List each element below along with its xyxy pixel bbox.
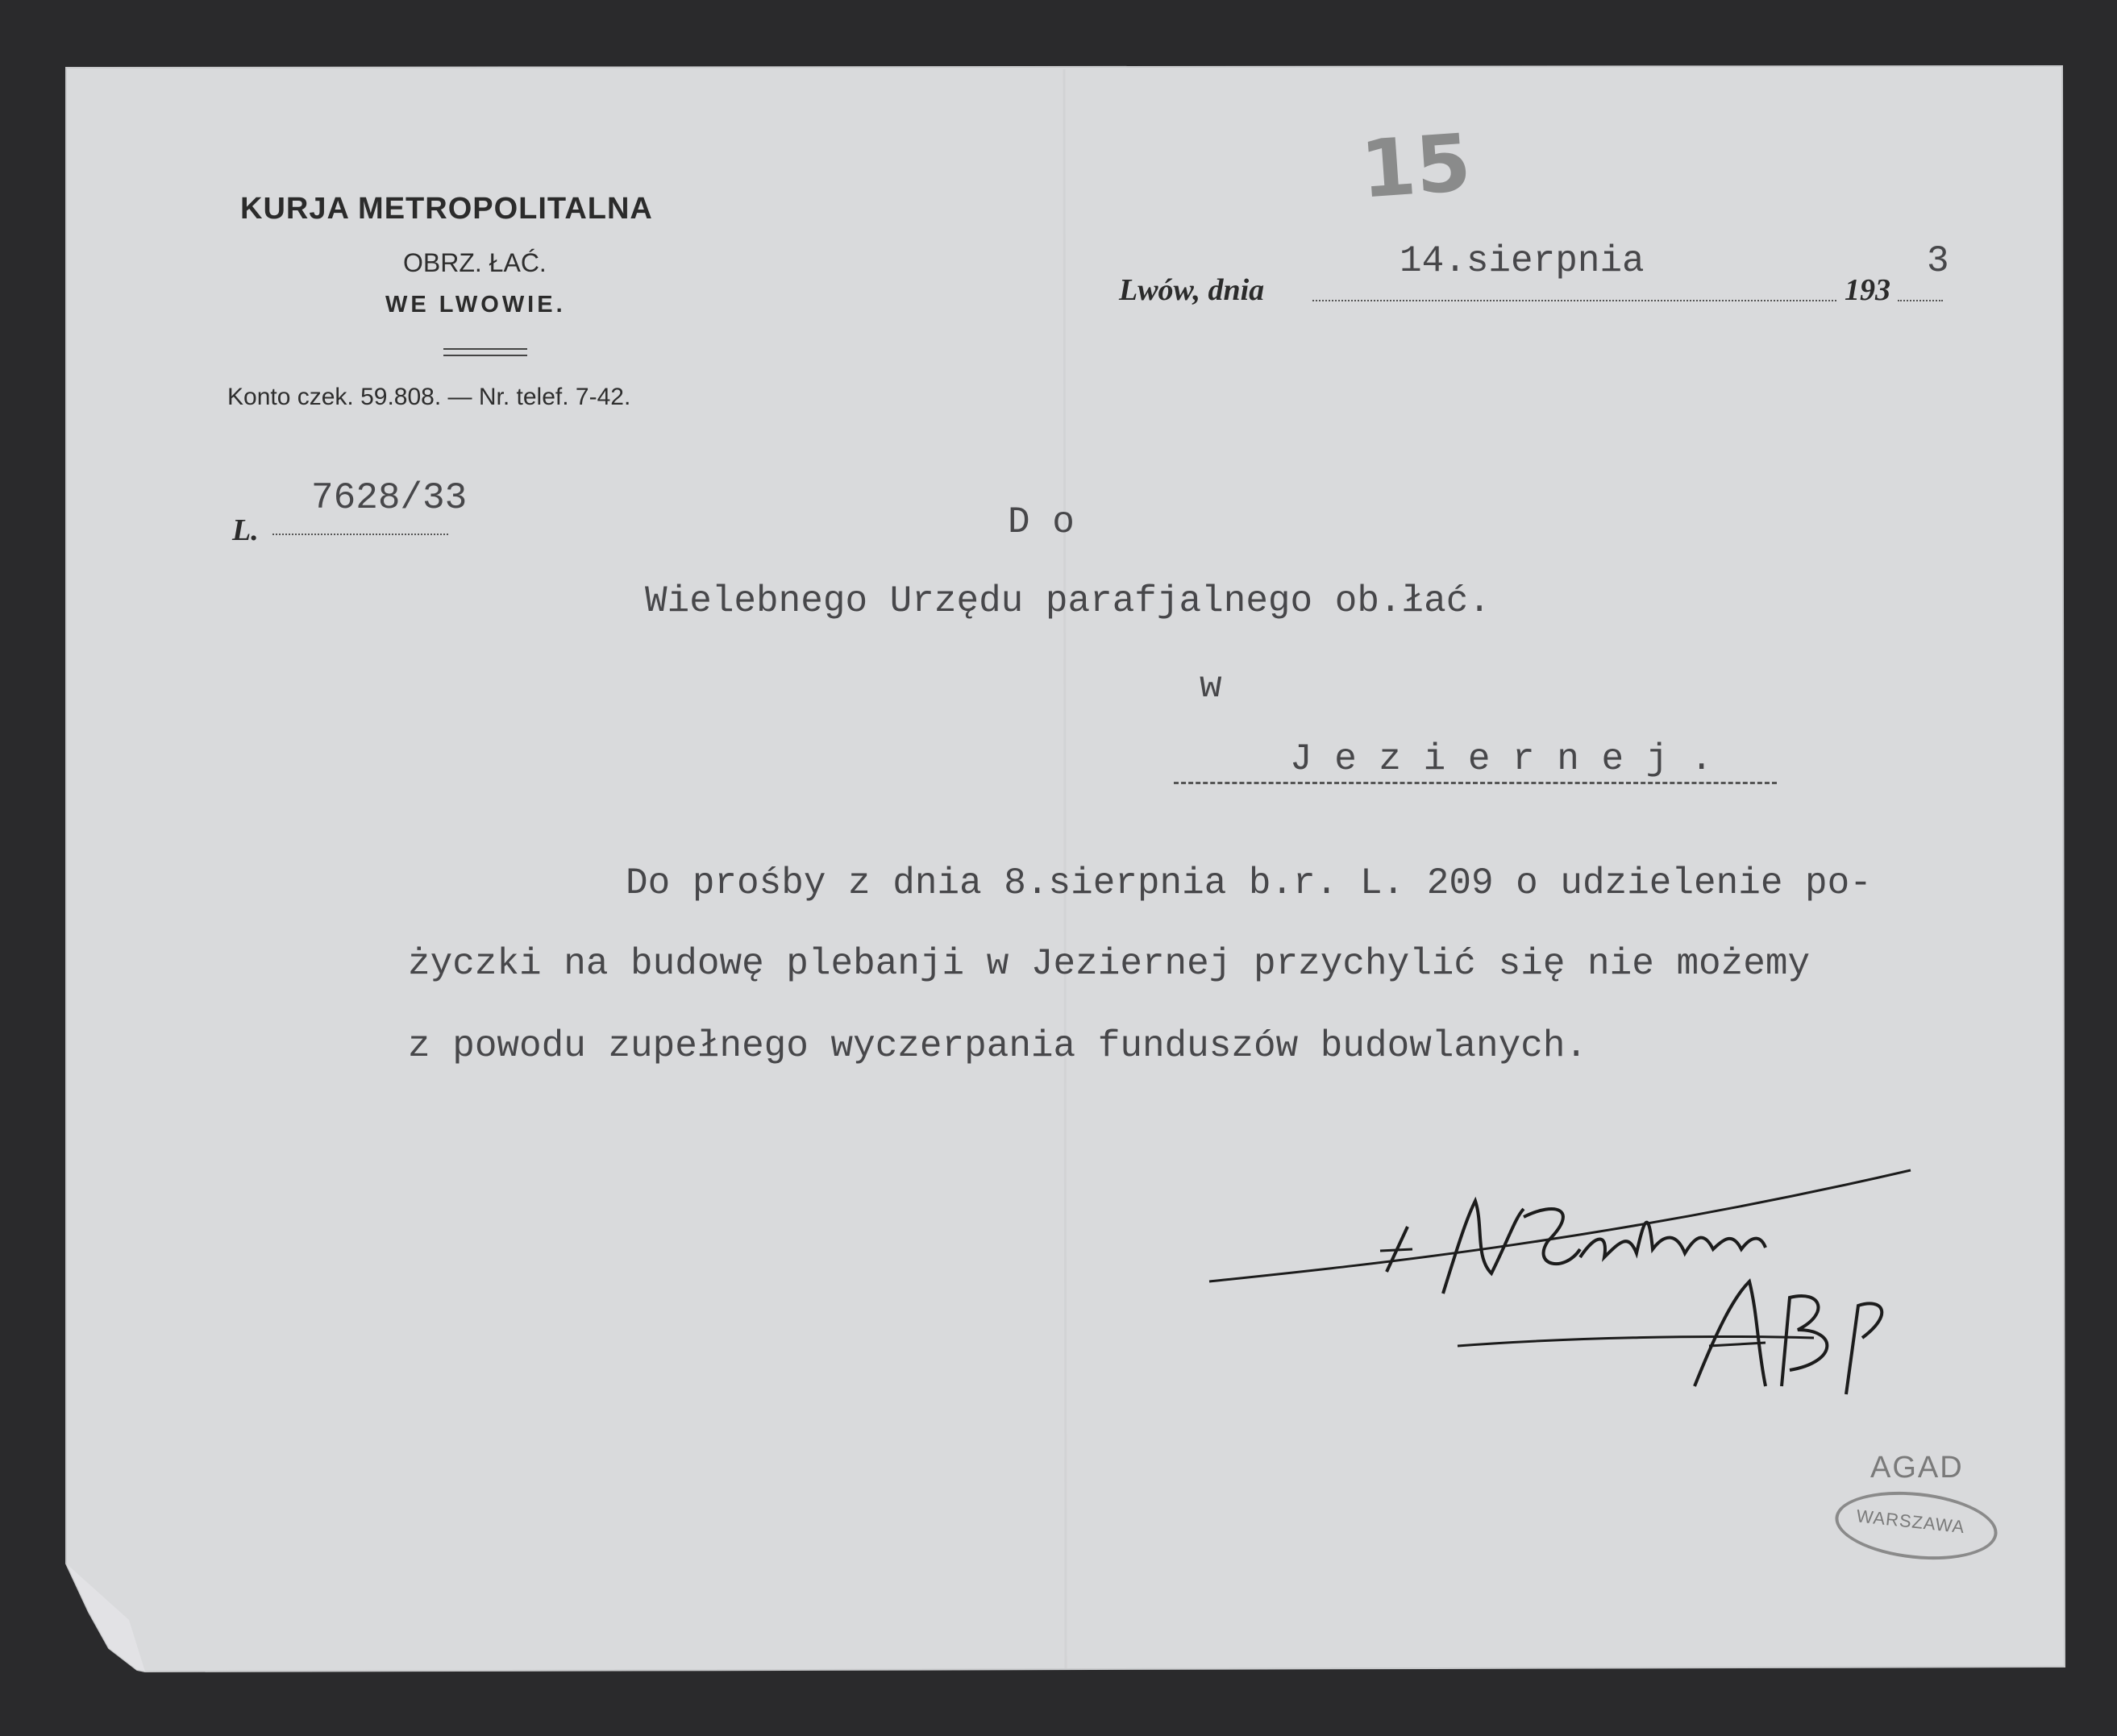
archive-stamp-top: AGAD xyxy=(1870,1451,1964,1485)
body-line-3: z powodu zupełnego wyczerpania funduszów budowlanych. xyxy=(408,1025,1588,1067)
date-year-digit: 3 xyxy=(1927,240,1949,282)
addressee-place-underline xyxy=(1174,782,1777,784)
reference-number: 7628/33 xyxy=(311,477,468,519)
letterhead-account-line: Konto czek. 59.808. — Nr. telef. 7-42. xyxy=(227,384,631,410)
archive-stamp-oval xyxy=(1832,1485,2000,1568)
addressee-in: w xyxy=(1200,666,1222,708)
date-dotted-line xyxy=(1312,300,1836,301)
addressee-office: Wielebnego Urzędu parafjalnego ob.łać. xyxy=(645,580,1491,622)
letterhead-city: WE LWOWIE. xyxy=(385,292,566,318)
date-day-month: 14.sierpnia xyxy=(1400,240,1645,282)
archive-stamp xyxy=(1830,1451,1999,1564)
body-line-1: Do prośby z dnia 8.sierpnia b.r. L. 209 o udzielenie po- xyxy=(626,862,1872,904)
addressee-place: J e z i e r n e j . xyxy=(1290,738,1713,780)
addressee-to: D o xyxy=(1008,501,1075,543)
reference-dotted-line xyxy=(272,534,448,535)
handwritten-signature xyxy=(1201,1152,1943,1410)
archive-pencil-number: 15 xyxy=(1358,117,1474,217)
reference-label: L. xyxy=(232,513,259,547)
body-line-2: życzki na budowę plebanji w Jeziernej przychylić się nie możemy xyxy=(408,943,1811,985)
year-dotted-line xyxy=(1898,300,1943,301)
letterhead-divider xyxy=(443,348,527,356)
date-place-label: Lwów, dnia xyxy=(1119,273,1265,307)
date-year-prefix: 193 xyxy=(1845,273,1890,307)
letterhead-name: KURJA METROPOLITALNA xyxy=(240,192,653,226)
archive-stamp-inner: WARSZAWA xyxy=(1855,1506,1966,1538)
letterhead-rite: OBRZ. ŁAĆ. xyxy=(403,248,547,277)
